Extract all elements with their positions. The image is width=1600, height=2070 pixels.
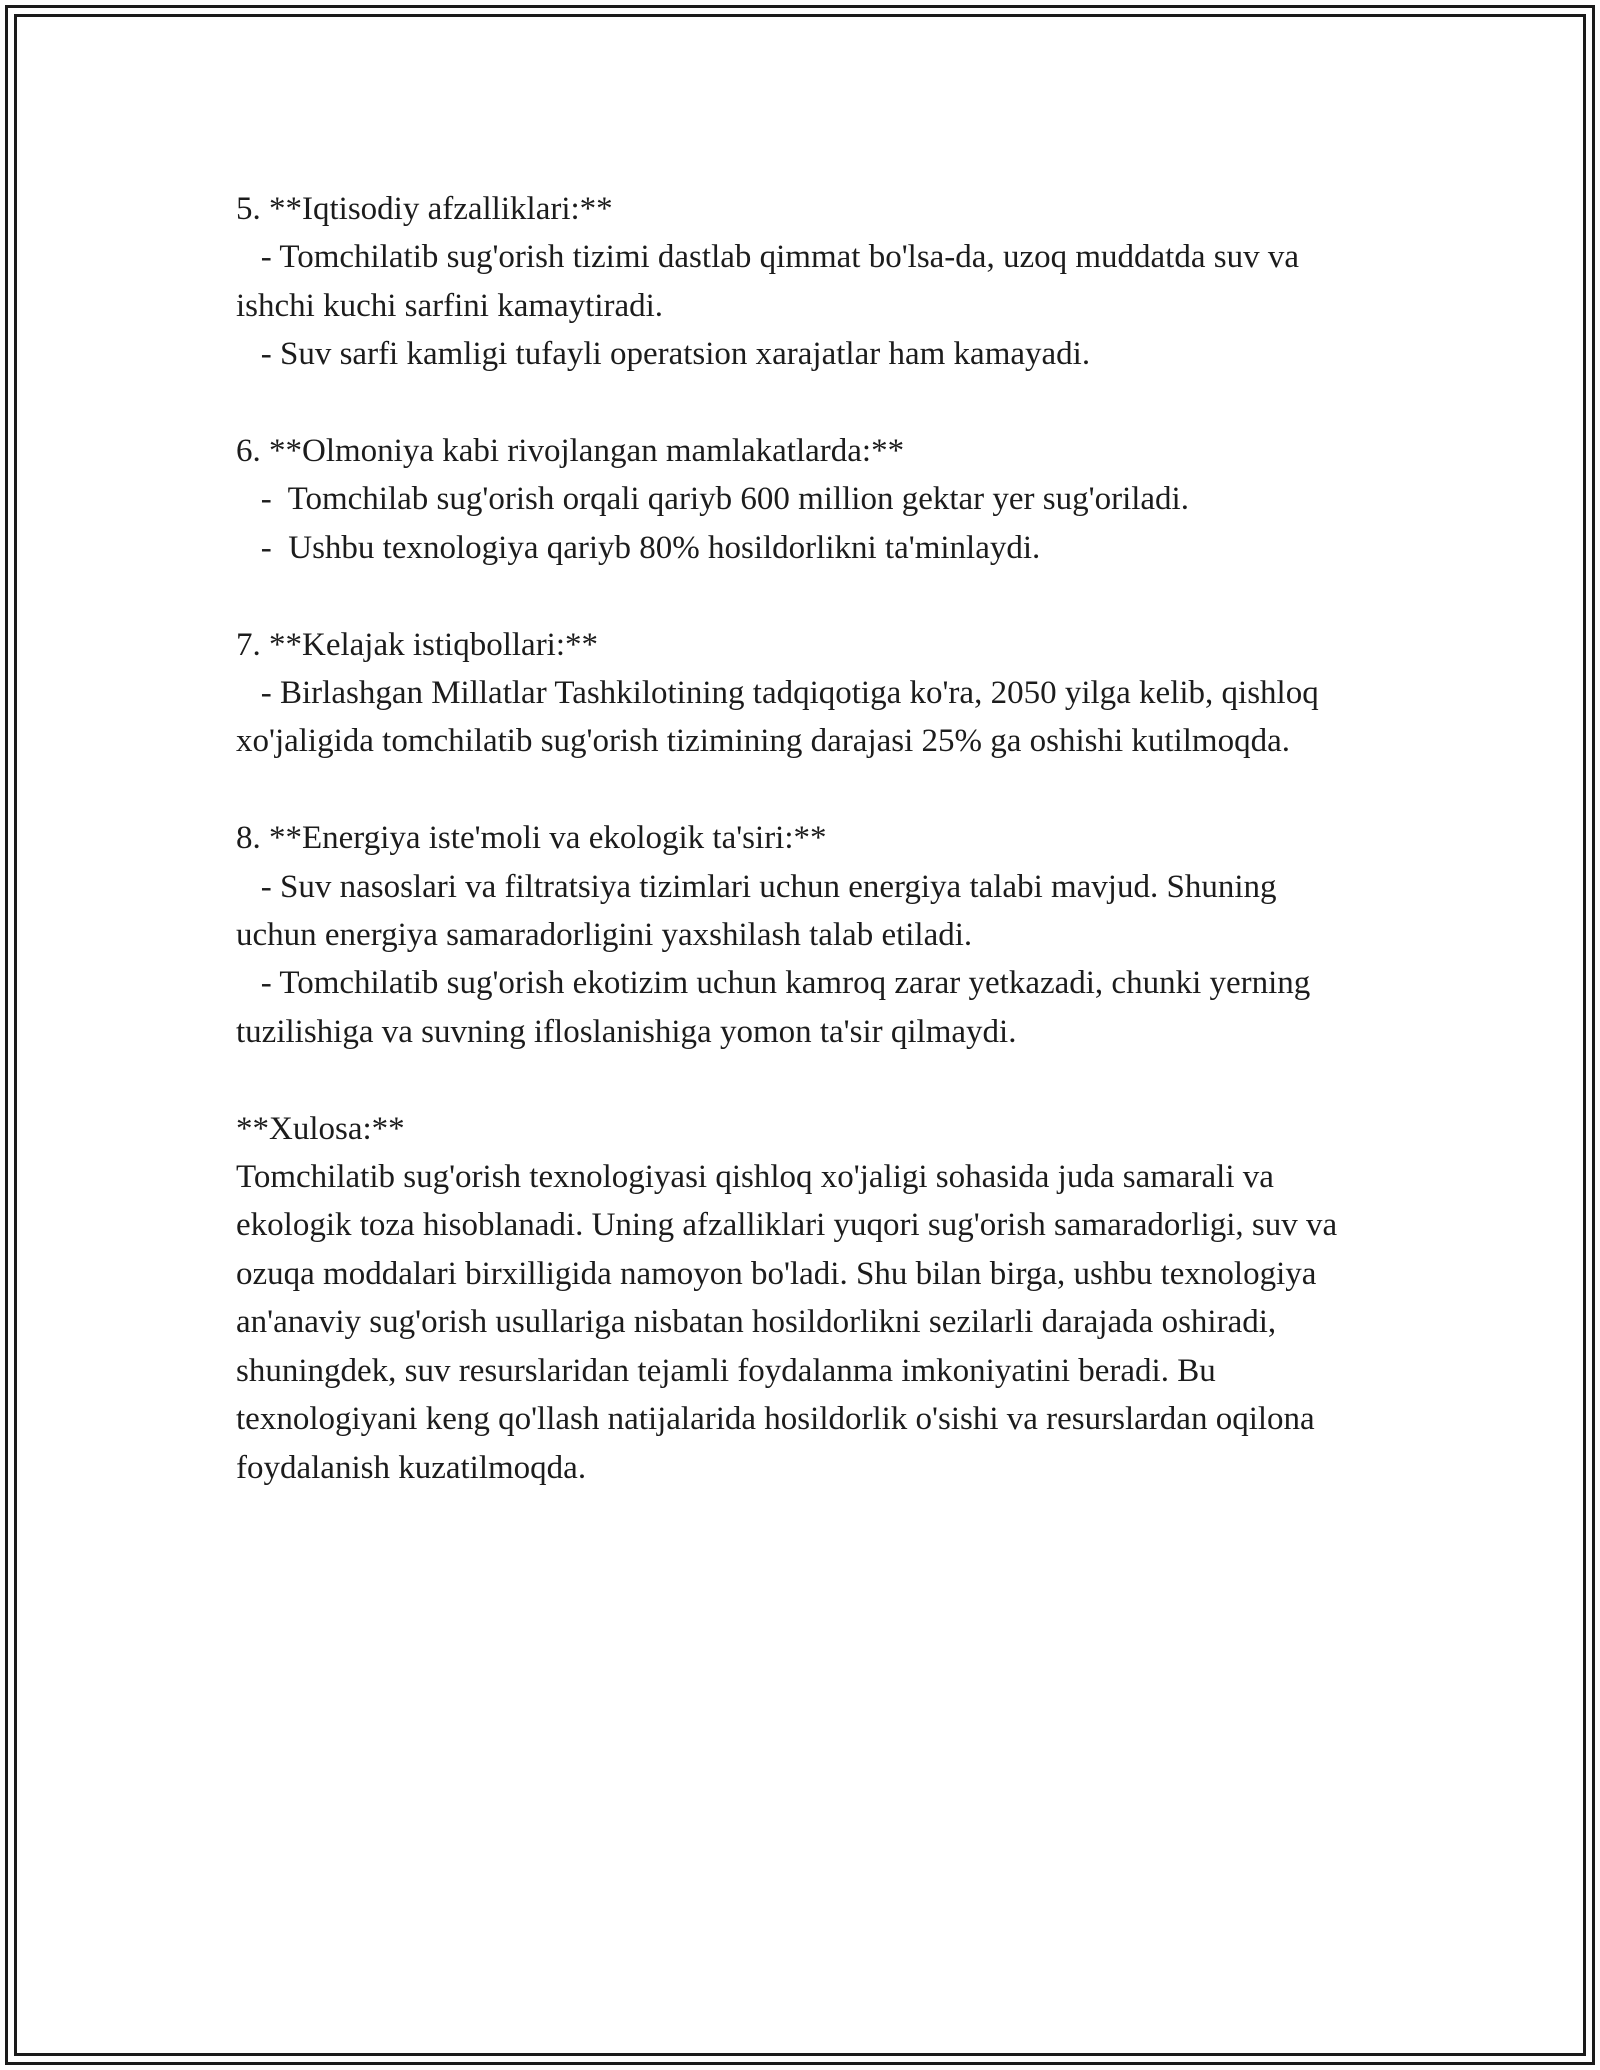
list-item: - Tomchilatib sug'orish ekotizim uchun kamroq zarar yetkazadi, chunki yerning tuzilishiga va suvning ifloslanishiga yomon ta'sir qilmaydi. [236,965,1319,1050]
section-future-prospects [236,621,1356,766]
section-developed-countries [236,427,1356,572]
section-heading: 8. **Energiya iste'moli va ekologik ta'siri:** [236,820,827,857]
conclusion-paragraph: Tomchilatib sug'orish texnologiyasi qishloq xo'jaligi sohasida juda samarali va ekologik toza hisoblanadi. Uning afzalliklari yuqori sug'orish samaradorligi, suv va ozuqa moddalari birxilligida namoyon bo'ladi. Shu bilan birga, ushbu texnologiya an'anaviy sug'orish usullariga nisbatan hosildorlikni sezilarli darajada oshiradi, shuningdek, suv resurslaridan tejamli foydalanma imkoniyatini beradi. Bu texnologiyani keng qo'llash natijalarida hosildorlik o'sishi va resurslardan oqilona foydalanish kuzatilmoqda. [236,1159,1346,1486]
list-item: - Ushbu texnologiya qariyb 80% hosildorlikni ta'minlaydi. [236,529,1041,566]
list-item: - Birlashgan Millatlar Tashkilotining tadqiqotiga ko'ra, 2050 yilga kelib, qishloq xo'jaligida tomchilatib sug'orish tizimining darajasi 25% ga oshishi kutilmoqda. [236,675,1327,760]
section-heading: 7. **Kelajak istiqbollari:** [236,626,599,663]
section-heading: 6. **Olmoniya kabi rivojlangan mamlakatlarda:** [236,433,905,470]
document-body [236,185,1356,1540]
list-item: - Suv nasoslari va filtratsiya tizimlari uchun energiya talabi mavjud. Shuning uchun energiya samaradorligini yaxshilash talab etiladi. [236,868,1285,954]
list-item: - Tomchilab sug'orish orqali qariyb 600 million gektar yer sug'oriladi. [236,481,1189,518]
section-conclusion [236,1105,1356,1492]
section-economic-benefits [236,185,1356,379]
list-item: - Tomchilatib sug'orish tizimi dastlab qimmat bo'lsa-da, uzoq muddatda suv va ishchi kuchi sarfini kamaytiradi. [236,239,1308,324]
conclusion-heading: **Xulosa:** [236,1110,405,1147]
section-heading: 5. **Iqtisodiy afzalliklari:** [236,191,613,227]
list-item: - Suv sarfi kamligi tufayli operatsion xarajatlar ham kamayadi. [236,336,1091,373]
section-energy-ecology [236,814,1356,1056]
